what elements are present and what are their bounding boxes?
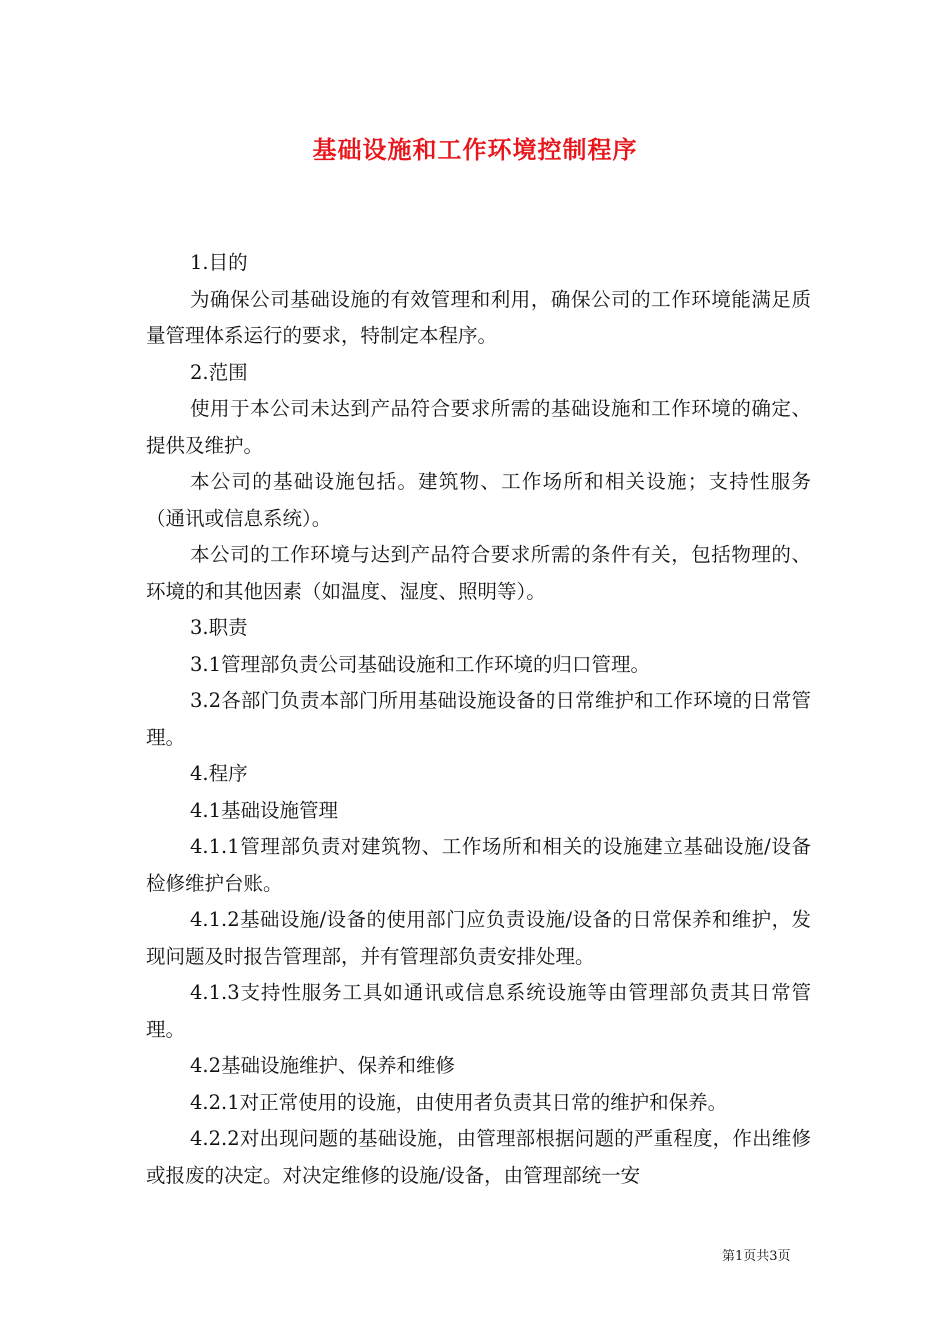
paragraph-heading: 1.目的: [190, 251, 248, 274]
paragraph-heading: 3.职责: [190, 616, 248, 639]
paragraph: 4.1.3支持性服务工具如通讯或信息系统设施等由管理部负责其日常管理。: [146, 981, 811, 1041]
paragraph-heading: 4.程序: [190, 762, 248, 785]
paragraph: 4.2.1对正常使用的设施，由使用者负责其日常的维护和保养。: [190, 1090, 728, 1114]
paragraph: 使用于本公司未达到产品符合要求所需的基础设施和工作环境的确定、提供及维护。: [146, 397, 811, 457]
paragraph: 为确保公司基础设施的有效管理和利用，确保公司的工作环境能满足质量管理体系运行的要求，特制定本程序。: [146, 287, 811, 347]
page-number-footer: 第1页共3页: [722, 1249, 791, 1264]
paragraph: 本公司的基础设施包括。建筑物、工作场所和相关设施；支持性服务（通讯或信息系统）。: [146, 470, 811, 530]
paragraph: 4.2.2对出现问题的基础设施，由管理部根据问题的严重程度，作出维修或报废的决定。对决定维修的设施/设备，由管理部统一安: [146, 1127, 811, 1187]
document-title: 基础设施和工作环境控制程序: [312, 135, 638, 164]
paragraph-heading: 4.1基础设施管理: [190, 798, 339, 822]
paragraph: 3.1管理部负责公司基础设施和工作环境的归口管理。: [190, 652, 651, 676]
document-body: [146, 245, 811, 1194]
paragraph: 4.1.1管理部负责对建筑物、工作场所和相关的设施建立基础设施/设备检修维护台账。: [146, 835, 811, 895]
paragraph-heading: 2.范围: [190, 360, 248, 384]
paragraph: 本公司的工作环境与达到产品符合要求所需的条件有关，包括物理的、环境的和其他因素（如温度、湿度、照明等）。: [146, 543, 811, 603]
paragraph-heading: 4.2基础设施维护、保养和维修: [190, 1054, 456, 1077]
paragraph: 4.1.2基础设施/设备的使用部门应负责设施/设备的日常保养和维护，发现问题及时报告管理部，并有管理部负责安排处理。: [146, 908, 811, 968]
paragraph: 3.2各部门负责本部门所用基础设施设备的日常维护和工作环境的日常管理。: [146, 689, 811, 749]
